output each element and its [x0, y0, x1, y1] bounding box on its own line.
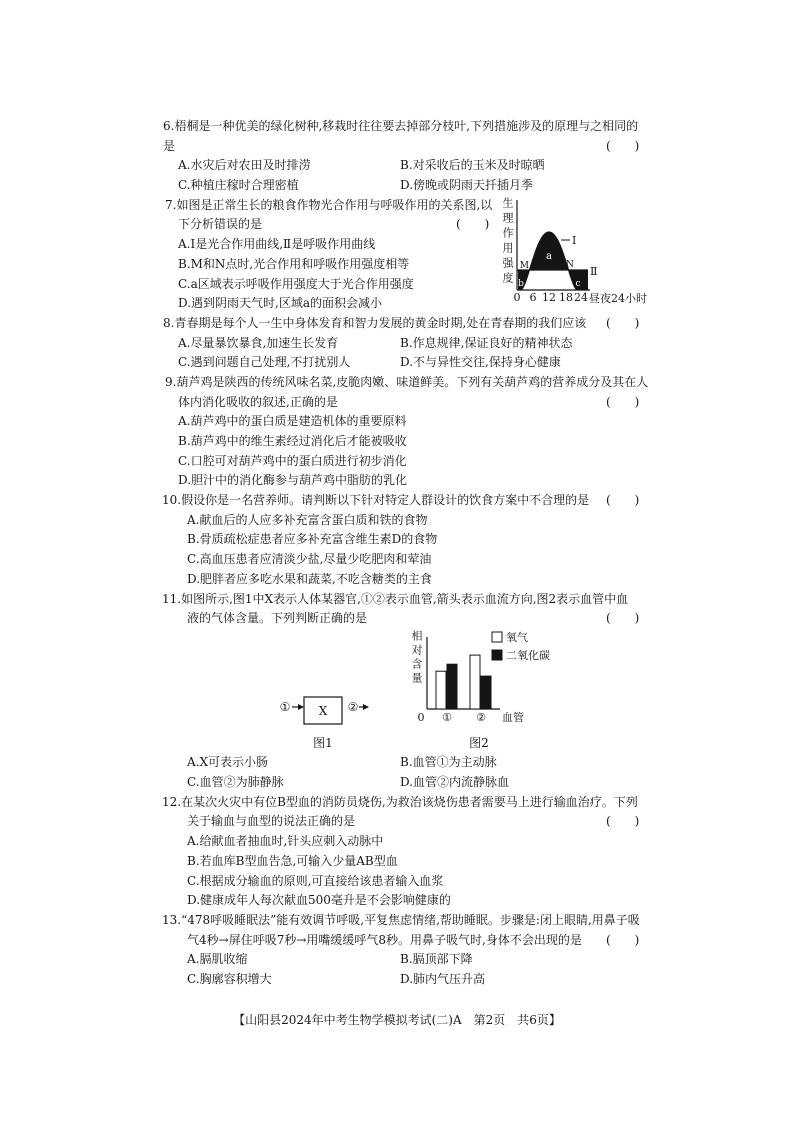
- question-stem-line: [0, 931, 794, 951]
- option-row: [0, 471, 794, 491]
- question-stem-line: [0, 609, 794, 629]
- option-b: B.若血库B型血告急,可输入少量AB型血: [187, 853, 398, 868]
- x-tick-12: 12: [542, 291, 556, 304]
- question-stem-line: [0, 812, 794, 832]
- option-row: [0, 891, 794, 911]
- option-d: D.肺内气压升高: [400, 971, 486, 986]
- x-axis-label: 昼夜24小时: [589, 292, 647, 305]
- question-number: 8.: [163, 315, 175, 330]
- bar-group: [436, 655, 491, 709]
- question-number: 13.: [162, 912, 182, 927]
- option-row: [0, 832, 794, 852]
- stem-text: 如图所示,图1中X表示人体某器官,①②表示血管,箭头表示血流方向,图2表示血管中血: [181, 591, 629, 606]
- question-stem: [163, 117, 638, 137]
- point-n-label: N: [566, 260, 574, 270]
- answer-blank: ( ): [606, 611, 640, 626]
- option-b: B.膈顶部下降: [400, 952, 473, 967]
- question-stem-line: [0, 491, 794, 511]
- option-c: C.遇到问题自己处理,不打扰别人: [178, 355, 351, 370]
- question-number: 6.: [163, 119, 175, 133]
- stem-text: 是: [163, 138, 176, 153]
- question-stem: [165, 373, 648, 393]
- option-row: [0, 412, 794, 432]
- figure-2-chart: [0, 629, 794, 754]
- question-stem-line: [0, 911, 794, 931]
- legend-oxygen-label: 氧气: [506, 630, 528, 644]
- y-axis-label: 生理作用强度: [501, 197, 514, 287]
- question-number: 12.: [162, 794, 182, 809]
- question-stem: [162, 793, 638, 813]
- x-tick-18: 18: [559, 291, 573, 304]
- question-stem-line: [0, 137, 794, 157]
- axis-origin-label: 0: [417, 710, 425, 724]
- option-row: [0, 156, 794, 176]
- stem-text: 假设你是一名营养师。请判断以下针对特定人群设计的饮食方案中不合理的是: [181, 493, 590, 508]
- question-stem-line: [0, 393, 794, 413]
- question-number: 9.: [165, 374, 177, 389]
- option-b: B.骨质疏松症患者应多补充富含维生素D的食物: [187, 532, 438, 547]
- option-row: [0, 852, 794, 872]
- option-row: [0, 970, 794, 990]
- stem-text: 下分析错误的是: [178, 217, 263, 232]
- question-11: [0, 590, 794, 793]
- option-c: C.血管②为肺静脉: [187, 775, 284, 790]
- option-d: D.血管②内流静脉血: [400, 775, 510, 790]
- x-tick-vessel-2: ②: [476, 710, 486, 724]
- question-stem-line: [0, 793, 794, 813]
- y-axis-label: 相对含量: [410, 629, 423, 686]
- option-b: B.葫芦鸡中的维生素经过消化后才能被吸收: [178, 434, 407, 448]
- option-d: D.遇到阴雨天气时,区域a的面积会减小: [178, 296, 382, 311]
- organ-label: X: [318, 703, 328, 718]
- option-c: C.种植庄稼时合理密植: [178, 178, 299, 193]
- answer-blank: ( ): [456, 217, 490, 232]
- stem-text: 关于输血与血型的说法正确的是: [187, 814, 356, 829]
- x-tick-vessel-1: ①: [442, 710, 452, 724]
- option-b: B.M和N点时,光合作用和呼吸作用强度相等: [178, 256, 410, 271]
- option-c: C.高血压患者应清淡少盐,尽量少吃肥肉和荤油: [187, 552, 432, 567]
- option-d: D.不与异性交往,保持身心健康: [400, 355, 561, 370]
- answer-blank: ( ): [606, 394, 640, 409]
- outflow-arrowhead: [363, 704, 369, 710]
- option-row: [0, 176, 794, 196]
- option-row: [0, 753, 794, 773]
- question-stem-line: [0, 215, 794, 235]
- figure-2-caption: 图2: [469, 735, 489, 750]
- option-row: [0, 550, 794, 570]
- option-a: A.给献血者抽血时,针头应刺入动脉中: [187, 834, 384, 849]
- question-stem: [162, 590, 628, 610]
- question-stem: [162, 911, 640, 931]
- option-row: [0, 353, 794, 373]
- legend-co2-label: 二氧化碳: [506, 648, 550, 662]
- option-a: A.X可表示小肠: [187, 755, 269, 770]
- stem-text: 葫芦鸡是陕西的传统风味名菜,皮脆肉嫩、味道鲜美。下列有关葫芦鸡的营养成分及其在人: [176, 374, 649, 389]
- x-tick-6: 6: [529, 291, 537, 304]
- photosynthesis-respiration-graph: [500, 196, 650, 308]
- question-10: [0, 491, 794, 589]
- option-row: [0, 530, 794, 550]
- option-b: B.血管①为主动脉: [400, 755, 497, 770]
- question-number: 11.: [162, 591, 182, 606]
- question-13: [0, 911, 794, 990]
- point-m-label: M: [519, 261, 529, 271]
- option-a: A.尽量暴饮暴食,加速生长发育: [178, 335, 339, 350]
- question-number: 10.: [162, 493, 182, 508]
- answer-blank: ( ): [606, 138, 640, 153]
- stem-text: 液的气体含量。下列判断正确的是: [187, 611, 368, 626]
- option-d: D.傍晚或阴雨天扦插月季: [400, 178, 534, 193]
- option-row: [0, 570, 794, 590]
- question-stem-line: [0, 117, 794, 137]
- option-row: [0, 255, 794, 275]
- figure-1-caption: 图1: [313, 735, 333, 750]
- x-tick-24: 24: [574, 291, 588, 304]
- option-d: D.肥胖者应多吃水果和蔬菜,不吃含糖类的主食: [187, 571, 432, 586]
- stem-text: 青春期是每个人一生中身体发育和智力发展的黄金时期,处在青春期的我们应该: [174, 315, 587, 330]
- stem-text: 如图是正常生长的粮食作物光合作用与呼吸作用的关系图,以: [176, 197, 493, 212]
- option-c: C.口腔可对葫芦鸡中的蛋白质进行初步消化: [178, 453, 407, 468]
- region-c-label: c: [575, 279, 581, 289]
- curve-2-label: Ⅱ: [590, 265, 598, 278]
- x-tick-0: 0: [513, 291, 521, 304]
- option-row: [0, 950, 794, 970]
- answer-blank: ( ): [606, 932, 640, 947]
- stem-text: 在某次火灾中有位B型血的消防员烧伤,为救治该烧伤患者需要马上进行输血治疗。下列: [181, 794, 638, 809]
- bar-carbon-dioxide-vessel-1: [447, 664, 457, 709]
- option-b: B.对采收后的玉米及时晾晒: [400, 158, 545, 173]
- option-row: [0, 773, 794, 793]
- page-footer: 【山阳县2024年中考生物学模拟考试(二)A 第2页 共6页】: [233, 1013, 561, 1027]
- answer-blank: ( ): [606, 493, 640, 508]
- question-9: [0, 373, 794, 491]
- question-column: [0, 117, 794, 990]
- option-c: C.a区域表示呼吸作用强度大于光合作用强度: [178, 276, 414, 291]
- stem-text: 梧桐是一种优美的绿化树种,移栽时往往要去掉部分枝叶,下列措施涉及的原理与之相同的: [174, 119, 639, 133]
- option-a: A.Ⅰ是光合作用曲线,Ⅱ是呼吸作用曲线: [178, 237, 376, 252]
- question-stem: [165, 196, 492, 216]
- option-row: [0, 511, 794, 531]
- option-d: D.胆汁中的消化酶参与葫芦鸡中脂肪的乳化: [178, 473, 408, 488]
- option-d: D.健康成年人每次献血500毫升是不会影响健康的: [187, 893, 451, 908]
- legend-co2-swatch: [492, 650, 502, 660]
- inflow-arrowhead: [298, 704, 304, 710]
- region-a-label: a: [546, 251, 552, 262]
- question-7: [0, 196, 794, 314]
- option-a: A.献血后的人应多补充富含蛋白质和铁的食物: [187, 512, 428, 527]
- question-12: [0, 793, 794, 911]
- question-stem-line: [0, 590, 794, 610]
- option-row: [0, 432, 794, 452]
- option-row: [0, 294, 794, 314]
- region-b-label: b: [518, 279, 524, 289]
- stem-text: “478呼吸睡眠法”能有效调节呼吸,平复焦虑情绪,帮助睡眠。步骤是:闭上眼睛,用鼻子吸: [181, 912, 640, 927]
- question-stem-line: [0, 373, 794, 393]
- bar-carbon-dioxide-vessel-2: [481, 676, 491, 709]
- stem-text: 体内消化吸收的叙述,正确的是: [178, 394, 338, 409]
- question-11-figures: [0, 629, 794, 754]
- vessel-2-label: ②: [347, 699, 359, 714]
- option-row: [0, 334, 794, 354]
- bar-oxygen-vessel-1: [436, 671, 446, 709]
- option-c: C.胸廓容积增大: [187, 971, 272, 986]
- option-c: C.根据成分输血的原则,可直接给该患者输入血浆: [187, 873, 444, 888]
- curve-1-label: Ⅰ: [572, 234, 577, 247]
- bar-oxygen-vessel-2: [470, 655, 480, 709]
- stem-text: 气4秒→屏住呼吸7秒→用嘴缓缓呼气8秒。用鼻子吸气时,身体不会出现的是: [187, 932, 582, 947]
- question-stem: [162, 491, 589, 511]
- x-axis-label: 血管: [502, 710, 524, 724]
- option-a: A.水灾后对农田及时排涝: [178, 158, 311, 173]
- option-a: A.葫芦鸡中的蛋白质是建造机体的重要原料: [178, 414, 407, 429]
- option-row: [0, 275, 794, 295]
- answer-blank: ( ): [606, 814, 640, 829]
- option-a: A.膈肌收缩: [187, 952, 248, 967]
- question-stem-line: [0, 314, 794, 334]
- option-row: [0, 452, 794, 472]
- question-8: [0, 314, 794, 373]
- option-row: [0, 235, 794, 255]
- question-stem-line: [0, 196, 794, 216]
- option-row: [0, 872, 794, 892]
- option-b: B.作息规律,保证良好的精神状态: [400, 335, 573, 350]
- answer-blank: ( ): [606, 315, 640, 330]
- question-stem: [163, 314, 586, 334]
- legend-oxygen-swatch: [492, 632, 502, 642]
- question-6: [0, 117, 794, 196]
- question-number: 7.: [165, 197, 177, 212]
- vessel-1-label: ①: [279, 699, 291, 714]
